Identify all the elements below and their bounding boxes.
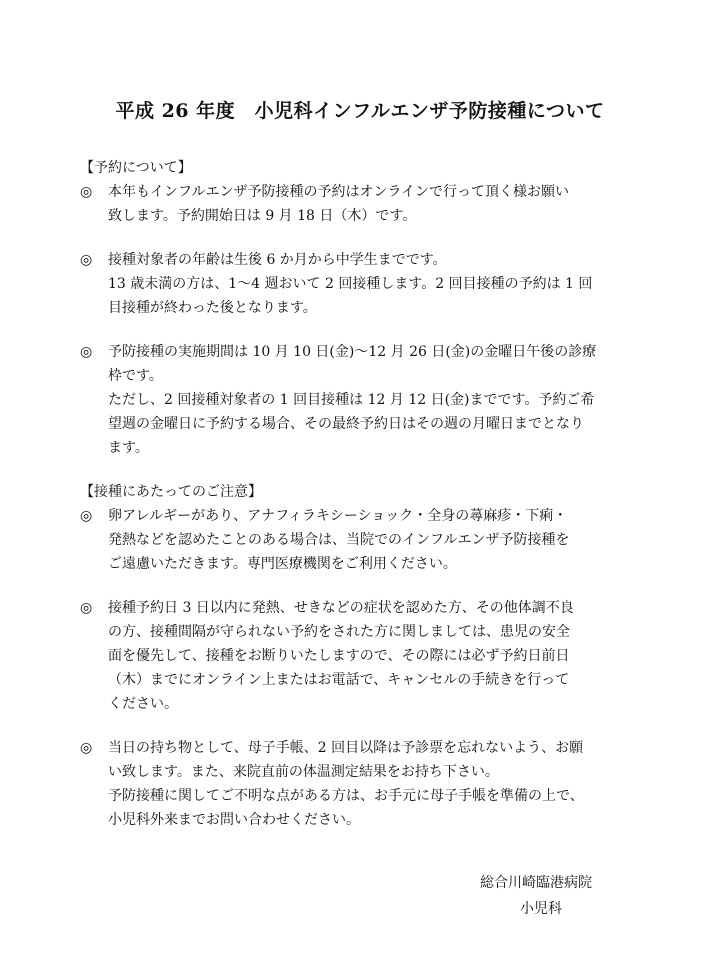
item-line: 面を優先して、接種をお断りいたしますので、その際には必ず予約日前日 xyxy=(108,648,570,664)
item-line: ただし、2 回接種対象者の 1 回目接種は 12 月 12 日(金)までです。予約ご希 xyxy=(108,392,595,408)
item-line: 発熱などを認めたことのある場合は、当院でのインフルエンザ予防接種を xyxy=(108,532,570,548)
item-line: 予防接種に関してご不明な点がある方は、お手元に母子手帳を準備の上で、 xyxy=(108,788,584,804)
list-item xyxy=(80,504,660,576)
bullet-mark: ◎ xyxy=(80,252,93,268)
bullet-mark: ◎ xyxy=(80,508,93,524)
item-line: 予防接種の実施期間は 10 月 10 日(金)〜12 月 26 日(金)の金曜日午後の診療 xyxy=(108,344,597,360)
list-item xyxy=(80,736,660,832)
item-line: 小児科外来までお問い合わせください。 xyxy=(108,812,360,828)
item-line: 卵アレルギーがあり、アナフィラキシーショック・全身の蕁麻疹・下痢・ xyxy=(108,508,568,524)
section-heading: 【接種にあたってのご注意】 xyxy=(80,484,262,500)
item-line: い致します。また、来院直前の体温測定結果をお持ち下さい。 xyxy=(108,764,499,780)
item-line: 当日の持ち物として、母子手帳、2 回目以降は予診票を忘れないよう、お願 xyxy=(108,740,584,756)
bullet-mark: ◎ xyxy=(80,184,93,200)
section-heading: 【予約について】 xyxy=(80,160,192,176)
item-line: 接種対象者の年齢は生後 6 か月から中学生までです。 xyxy=(108,252,447,268)
bullet-mark: ◎ xyxy=(80,740,93,756)
section-precautions xyxy=(80,480,660,832)
item-line: ます。 xyxy=(108,440,149,456)
bullet-mark: ◎ xyxy=(80,344,93,360)
item-line: ご遠慮いただきます。専門医療機関をご利用ください。 xyxy=(108,556,457,572)
document-title: 平成 26 年度 小児科インフルエンザ予防接種について xyxy=(115,100,605,122)
list-item xyxy=(80,248,660,320)
bullet-mark: ◎ xyxy=(80,600,93,616)
list-item xyxy=(80,180,660,228)
document-body xyxy=(80,156,660,832)
item-line: ください。 xyxy=(108,696,178,712)
item-line: 枠です。 xyxy=(108,368,163,384)
item-line: 13 歳未満の方は、1〜4 週おいて 2 回接種します。2 回目接種の予約は 1 回 xyxy=(108,276,593,292)
list-item xyxy=(80,340,660,460)
department-name: 小児科 xyxy=(520,901,562,917)
item-line: の方、接種間隔が守られない予約をされた方に関しましては、患児の安全 xyxy=(108,624,570,640)
list-item xyxy=(80,596,660,716)
item-line: （木）までにオンライン上またはお電話で、キャンセルの手続きを行って xyxy=(108,672,570,688)
item-line: 望週の金曜日に予約する場合、その最終予約日はその週の月曜日までとなり xyxy=(108,416,584,432)
signature-block xyxy=(480,870,592,922)
section-reservation xyxy=(80,156,660,460)
item-line: 目接種が終わった後となります。 xyxy=(108,300,317,316)
hospital-name: 総合川崎臨港病院 xyxy=(480,875,592,891)
item-line: 本年もインフルエンザ予防接種の予約はオンラインで行って頂く様お願い xyxy=(108,184,570,200)
item-line: 致します。予約開始日は 9 月 18 日（木）です。 xyxy=(108,208,417,224)
item-line: 接種予約日 3 日以内に発熱、せきなどの症状を認めた方、その他体調不良 xyxy=(108,600,574,616)
